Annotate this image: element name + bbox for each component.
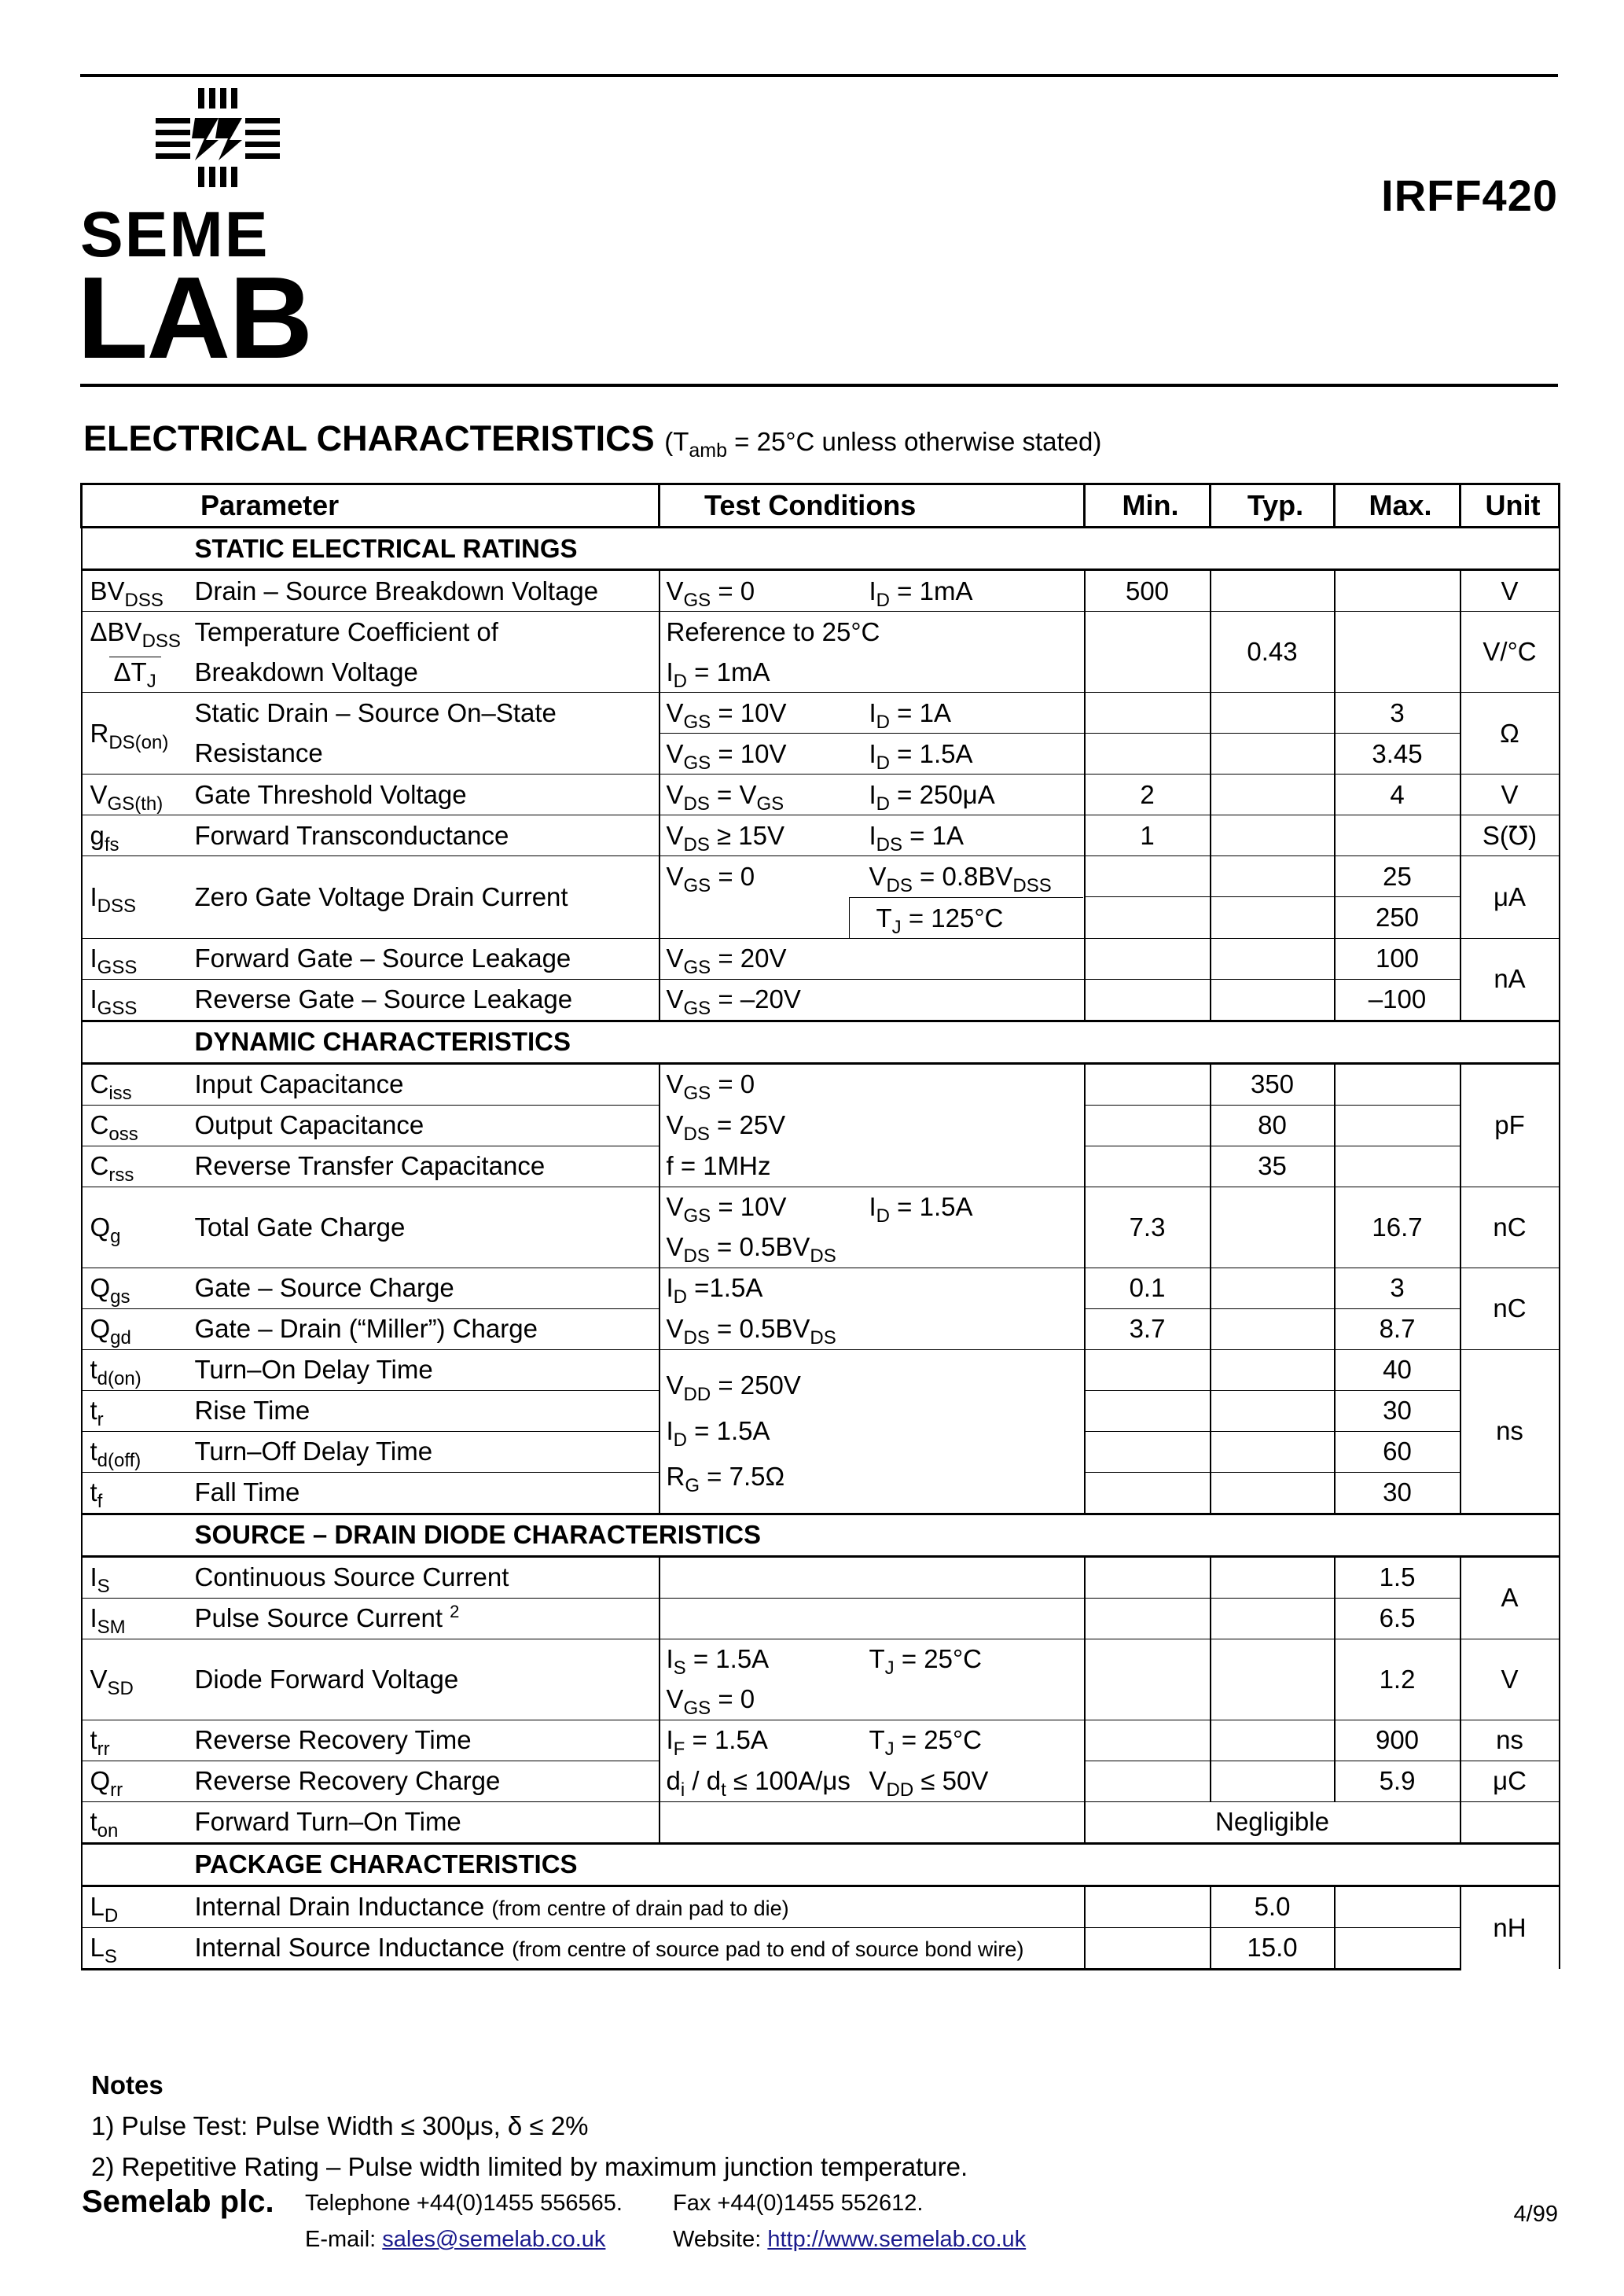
section-title-conditions: ($T_{amb} = 25^\circ C$ unless otherwise stated) [664,427,1102,462]
min-value: 3.7 [1085,1308,1211,1349]
max-value: 60 [1335,1431,1460,1472]
unit: μC [1460,1761,1560,1801]
parameter-name: Input Capacitance [190,1063,660,1105]
max-value: 100 [1335,938,1460,979]
footer-fax: Fax +44(0)1455 552612. [673,2191,924,2216]
unit: A [1460,1556,1560,1639]
max-value: 6.5 [1335,1598,1460,1639]
table-row [82,1146,1560,1187]
max-value: 250 [1335,897,1460,939]
test-condition: $I_S = 1.5A$ $T_J = 25^\circ C$ [660,1639,1085,1680]
section-title [83,418,1102,462]
table-row [82,570,1560,612]
header-unit: Unit [1460,484,1560,528]
min-value: 1 [1085,815,1211,856]
test-condition: $I_F = 1.5A$ $T_J = 25^\circ C$ [660,1720,1085,1761]
symbol: $t_{d(on)}$ [82,1349,190,1390]
unit: nC [1460,1187,1560,1268]
parameter-name: Resistance [190,734,660,775]
parameter-name: Rise Time [190,1390,660,1431]
symbol: $t_{rr}$ [82,1720,190,1761]
symbol: $R_{DS(on)}$ [82,693,190,775]
footer-company: Semelab plc. [82,2184,274,2219]
unit: μA [1460,856,1560,939]
electrical-characteristics-table [80,483,1560,1970]
table-row [82,815,1560,856]
typ-value: 0.43 [1211,612,1335,693]
footer-email: E-mail: sales@semelab.co.uk [305,2227,606,2252]
table-row [82,775,1560,815]
symbol: $t_{d(off)}$ [82,1431,190,1472]
table-row [82,693,1560,734]
unit: Ω [1460,693,1560,775]
table-row [82,856,1560,897]
notes-title: Notes [91,2070,164,2099]
symbol: $g_{fs}$ [82,815,190,856]
unit: nA [1460,938,1560,1021]
test-condition: $V_{GS} = 10V$ $I_D = 1A$ [660,693,1085,734]
symbol: $Q_{gs}$ [82,1268,190,1308]
table-row [82,1187,1560,1227]
test-condition: $V_{GS} = 0$ [660,1680,1085,1720]
max-value: 40 [1335,1349,1460,1390]
semelab-logo [77,85,355,383]
table-row [82,1349,1560,1390]
table-row [82,1556,1560,1598]
parameter-name: Internal Source Inductance (from centre of source pad to end of source bond wire) [190,1927,1085,1969]
table-row [82,1886,1560,1927]
test-condition: $V_{GS} = 0$ [660,1063,1085,1105]
parameter-name: Forward Gate – Source Leakage [190,938,660,979]
logo-text-seme: SEME [80,199,270,270]
table-row [82,1801,1560,1843]
table-row [82,1927,1560,1969]
test-condition: $V_{GS} = -20V$ [660,979,1085,1021]
symbol: $I_{SM}$ [82,1598,190,1639]
typ-value: 350 [1211,1063,1335,1105]
test-condition: $V_{DS} = 25V$ [660,1105,1085,1146]
test-condition: $V_{DS} = 0.5BV_{DS}$ [660,1227,1085,1268]
parameter-name: Diode Forward Voltage [190,1639,660,1720]
symbol: $V_{SD}$ [82,1639,190,1720]
table-row [82,1761,1560,1801]
header-max: Max. [1335,484,1460,528]
test-condition: $V_{GS} = 0$ $V_{DS} = 0.8BV_{DSS}$ [660,856,1085,897]
max-value: 900 [1335,1720,1460,1761]
section-row [82,1843,1560,1886]
footer-website: Website: http://www.semelab.co.uk [673,2227,1027,2252]
max-value: 1.2 [1335,1639,1460,1720]
table-row [82,1308,1560,1349]
max-value: 3 [1335,1268,1460,1308]
max-value: 16.7 [1335,1187,1460,1268]
page-code: 4/99 [1513,2202,1558,2227]
test-condition: f = 1MHz [660,1146,1085,1187]
test-condition: $V_{DS} \ge 15V$ $I_{DS} = 1A$ [660,815,1085,856]
parameter-name: Gate – Source Charge [190,1268,660,1308]
parameter-name: Fall Time [190,1472,660,1514]
parameter-name: Gate Threshold Voltage [190,775,660,815]
symbol: $BV_{DSS}$ [82,570,190,612]
symbol: $Q_g$ [82,1187,190,1268]
test-condition: $d_i / d_t \le 100A/\mu s$ $V_{DD} \le 50V$ [660,1761,1085,1801]
header-min: Min. [1085,484,1211,528]
footer-phone: Telephone +44(0)1455 556565. [305,2191,623,2216]
parameter-name: Internal Drain Inductance (from centre of drain pad to die) [190,1886,1085,1927]
min-value: 2 [1085,775,1211,815]
parameter-name: Turn–On Delay Time [190,1349,660,1390]
value-negligible: Negligible [1085,1801,1460,1843]
table-row [82,1268,1560,1308]
parameter-name: Forward Transconductance [190,815,660,856]
test-condition: $V_{DS} = V_{GS}$ $I_D = 250\mu A$ [660,775,1085,815]
max-value: 1.5 [1335,1556,1460,1598]
parameter-name: Gate – Drain (“Miller”) Charge [190,1308,660,1349]
max-value: 30 [1335,1472,1460,1514]
unit: V [1460,570,1560,612]
test-condition: $V_{GS} = 10V$ $I_D = 1.5A$ [660,734,1085,775]
symbol: $t_{on}$ [82,1801,190,1843]
typ-value: 35 [1211,1146,1335,1187]
symbol: $C_{rss}$ [82,1146,190,1187]
header-rule [80,384,1558,387]
symbol: $I_S$ [82,1556,190,1598]
parameter-name: Reverse Transfer Capacitance [190,1146,660,1187]
parameter-name: Total Gate Charge [190,1187,660,1268]
section-row [82,1021,1560,1063]
parameter-name: Breakdown Voltage [190,652,660,693]
min-value: 500 [1085,570,1211,612]
symbol: $I_{DSS}$ [82,856,190,939]
notes [91,2065,968,2187]
unit: V [1460,775,1560,815]
symbol: $Q_{rr}$ [82,1761,190,1801]
table-row [82,1105,1560,1146]
parameter-name: Drain – Source Breakdown Voltage [190,570,660,612]
unit: nH [1460,1886,1560,1969]
max-value: 4 [1335,775,1460,815]
typ-value: 80 [1211,1105,1335,1146]
parameter-name: Continuous Source Current [190,1556,660,1598]
header-parameter: Parameter [82,484,660,528]
max-value: 30 [1335,1390,1460,1431]
top-rule [80,74,1558,77]
table-row [82,979,1560,1021]
section-row [82,528,1560,570]
section-diode: SOURCE – DRAIN DIODE CHARACTERISTICS [190,1514,1560,1556]
unit: ns [1460,1349,1560,1514]
test-condition: $V_{DD} = 250V$ $I_D = 1.5A$ $R_G = 7.5\Omega$ [660,1349,1085,1514]
website-link[interactable]: http://www.semelab.co.uk [767,2227,1027,2252]
test-condition: $V_{DS} = 0.5BV_{DS}$ [660,1308,1085,1349]
unit: pF [1460,1063,1560,1187]
test-condition: Reference to 25°C [660,612,1085,653]
symbol: $\Delta T_J$ [82,652,190,693]
min-value: 7.3 [1085,1187,1211,1268]
table-row [82,612,1560,653]
parameter-name: Output Capacitance [190,1105,660,1146]
symbol: $t_f$ [82,1472,190,1514]
email-link[interactable]: sales@semelab.co.uk [382,2227,606,2252]
max-value: 3.45 [1335,734,1460,775]
unit: V/°C [1460,612,1560,693]
parameter-name: Reverse Gate – Source Leakage [190,979,660,1021]
parameter-name: Turn–Off Delay Time [190,1431,660,1472]
table-row [82,734,1560,775]
table-row [82,1720,1560,1761]
logo-text-lab: LAB [77,253,312,383]
symbol: $C_{iss}$ [82,1063,190,1105]
max-value: 8.7 [1335,1308,1460,1349]
parameter-name: Static Drain – Source On–State [190,693,660,734]
header-test-conditions: Test Conditions [660,484,1085,528]
test-condition: $V_{GS} = 10V$ $I_D = 1.5A$ [660,1187,1085,1227]
section-package: PACKAGE CHARACTERISTICS [190,1843,1560,1886]
table-row [82,1639,1560,1680]
table-row [82,1598,1560,1639]
parameter-name: Forward Turn–On Time [190,1801,660,1843]
section-title-main: ELECTRICAL CHARACTERISTICS [83,418,655,458]
section-static: STATIC ELECTRICAL RATINGS [190,528,1560,570]
unit: S(℧) [1460,815,1560,856]
parameter-name: Temperature Coefficient of [190,612,660,653]
symbol: $L_D$ [82,1886,190,1927]
symbol: $t_r$ [82,1390,190,1431]
typ-value: 15.0 [1211,1927,1335,1969]
parameter-name: Reverse Recovery Charge [190,1761,660,1801]
parameter-name: Reverse Recovery Time [190,1720,660,1761]
symbol: $V_{GS(th)}$ [82,775,190,815]
symbol: $I_{GSS}$ [82,979,190,1021]
unit: nC [1460,1268,1560,1349]
test-condition: $V_{GS} = 0$ $I_D = 1mA$ [660,570,1085,612]
max-value: 5.9 [1335,1761,1460,1801]
parameter-name: Pulse Source Current $^2$ [190,1598,660,1639]
max-value: 25 [1335,856,1460,897]
symbol: $I_{GSS}$ [82,938,190,979]
min-value: 0.1 [1085,1268,1211,1308]
unit: V [1460,1639,1560,1720]
table-header-row [82,484,1560,528]
test-condition: $I_D = 1mA$ [660,652,1085,693]
test-condition: $V_{GS} = 20V$ [660,938,1085,979]
max-value: 3 [1335,693,1460,734]
section-row [82,1514,1560,1556]
note-1: 1) Pulse Test: Pulse Width ≤ 300μs, δ ≤ 2% [91,2111,589,2140]
header-typ: Typ. [1211,484,1335,528]
test-condition: $T_J = 125^\circ C$ [660,897,1085,939]
note-2: 2) Repetitive Rating – Pulse width limited by maximum junction temperature. [91,2152,968,2181]
table-row [82,938,1560,979]
symbol: $Q_{gd}$ [82,1308,190,1349]
unit: ns [1460,1720,1560,1761]
section-dynamic: DYNAMIC CHARACTERISTICS [190,1021,1560,1063]
test-condition: $I_D =1.5A$ [660,1268,1085,1308]
symbol: $L_S$ [82,1927,190,1969]
parameter-name: Zero Gate Voltage Drain Current [190,856,660,939]
max-value: –100 [1335,979,1460,1021]
symbol: $\Delta BV_{DSS}$ [82,612,190,653]
table-row [82,1063,1560,1105]
typ-value: 5.0 [1211,1886,1335,1927]
part-number: IRFF420 [1381,171,1558,220]
symbol: $C_{oss}$ [82,1105,190,1146]
